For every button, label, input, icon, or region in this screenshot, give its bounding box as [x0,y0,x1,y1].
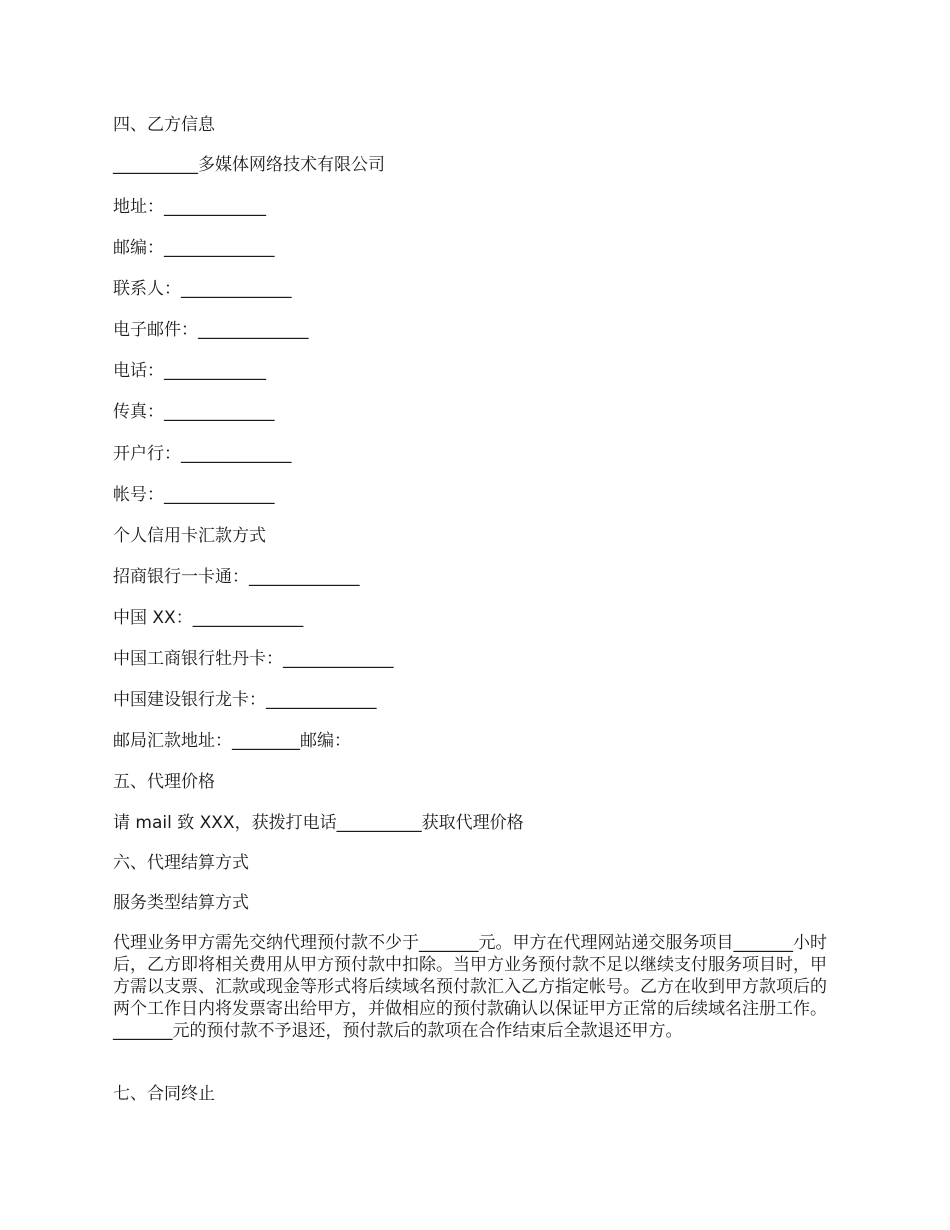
icbc-line: 中国工商银行牡丹卡：_____________ [113,649,394,669]
ccb-line: 中国建设银行龙卡：_____________ [113,690,377,710]
credit-card-heading: 个人信用卡汇款方式 [113,526,266,546]
post-office-line: 邮局汇款地址：________邮编： [113,731,351,751]
postcode-line: 邮编：_____________ [113,238,275,258]
bank-line: 开户行：_____________ [113,444,292,464]
cmb-line: 招商银行一卡通：_____________ [113,567,360,587]
section-heading-6: 六、代理结算方式 [113,853,249,873]
china-xx-line: 中国 XX：_____________ [113,608,304,628]
address-line: 地址：____________ [113,197,266,217]
section-heading-7: 七、合同终止 [113,1084,215,1104]
fax-line: 传真：_____________ [113,402,275,422]
account-line: 帐号：_____________ [113,485,275,505]
settlement-type-line: 服务类型结算方式 [113,893,249,913]
section-heading-5: 五、代理价格 [113,772,215,792]
email-line: 电子邮件：_____________ [113,320,309,340]
company-name-line: __________多媒体网络技术有限公司 [113,155,385,175]
settlement-paragraph: 代理业务甲方需先交纳代理预付款不少于_______元。甲方在代理网站递交服务项目_______小时后，乙方即将相关费用从甲方预付款中扣除。当甲方业务预付款不足以继续支付服务项目时，甲方需以支票、汇款或现金等形式将后续域名预付款汇入乙方指定帐号。乙方在收到甲方款项后的两个工作日内将发票寄出给甲方，并做相应的预付款确认以保证甲方正常的后续域名注册工作。_______元的预付款不予退还，预付款后的款项在合作结束后全款退还甲方。 [113,933,827,1041]
contact-line: 联系人：_____________ [113,279,292,299]
section-heading-4: 四、乙方信息 [113,115,215,135]
phone-line: 电话：____________ [113,361,266,381]
price-line: 请 mail 致 XXX，获拨打电话__________获取代理价格 [113,813,524,833]
